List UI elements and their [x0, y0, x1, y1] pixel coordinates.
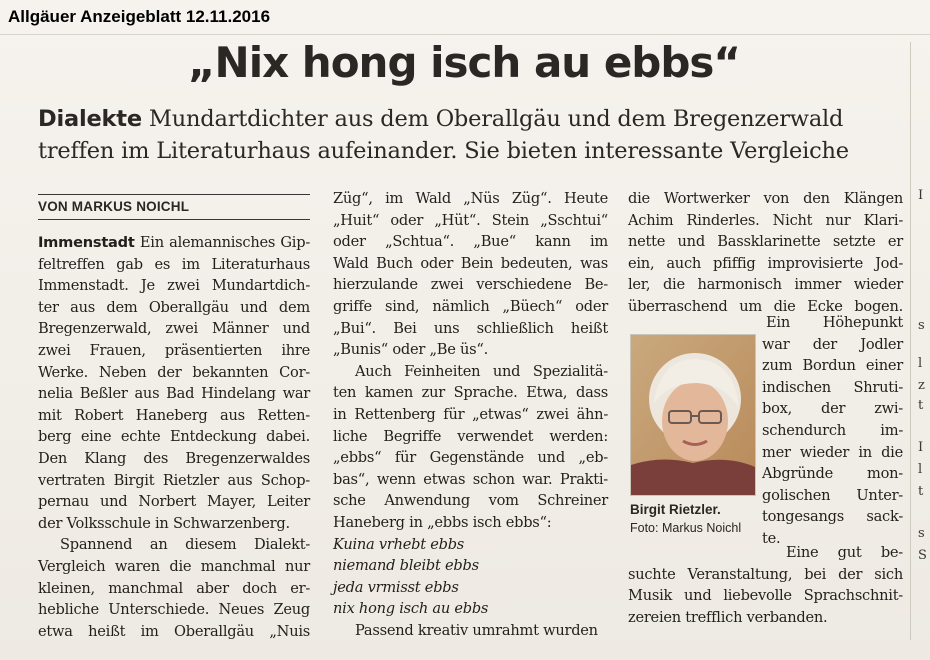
deck — [38, 103, 908, 167]
poem-line: Kuina vrhebt ebbs — [333, 535, 465, 553]
text-line: liche Begriffe verwendet werden: — [333, 427, 608, 445]
text-line: ter aus dem Oberallgäu und dem — [38, 298, 310, 316]
text-line: ein, auch pfiffig improvisierte Jod- — [628, 254, 903, 272]
text-line: nelia Beßler aus Bad Hindelang war — [38, 385, 310, 403]
text-line: überraschend um die Ecke bogen. — [628, 297, 903, 315]
byline: VON MARKUS NOICHL — [38, 199, 190, 214]
poem-line: nix hong isch au ebbs — [333, 600, 489, 618]
portrait-photo — [630, 334, 756, 496]
text-line: berg eine echte Entdeckung dabei. — [38, 428, 310, 446]
column-3-end — [628, 542, 903, 628]
text-line: war der Jodler — [762, 335, 903, 353]
text-line: nette und Bassklarinette setzte er — [628, 233, 903, 251]
edge-letter: I — [918, 440, 924, 455]
text-line: zwei Frauen, präsentierten ihre — [38, 341, 310, 359]
text-line: mit Robert Haneberg aus Retten- — [38, 406, 310, 424]
text-line: suchte Veranstaltung, bei der sich — [628, 565, 903, 583]
text-line: oder „Schtua“. „Bue“ kann im — [333, 233, 608, 251]
text-line: vertraten Birgit Rietzler aus Schop- — [38, 471, 310, 489]
text-line: „Bui“. Bei uns schließlich heißt — [333, 319, 608, 337]
text-line: Bregenzerwald, zwei Männer und — [38, 320, 310, 338]
byline-rule-top — [38, 194, 310, 195]
caption-name: Birgit Rietzler. — [630, 502, 721, 517]
edge-letter: t — [918, 398, 924, 413]
text-line: ler, die harmonisch immer wieder — [628, 276, 903, 294]
edge-letter: l — [918, 462, 923, 477]
text-line: Musik und liebevolle Sprachschnit- — [628, 587, 903, 605]
text-line: feltreffen gab es im Literaturhaus — [38, 255, 310, 273]
text-line: ten kamen zur Sprache. Etwa, dass — [333, 384, 608, 402]
portrait-image — [631, 335, 755, 495]
text-line: Züg“, im Wald „Nüs Züg“. Heute — [333, 190, 608, 207]
dateline: Immenstadt — [38, 234, 135, 251]
text-line: „Bunis“ oder „Be üs“. — [333, 341, 489, 359]
text-line: tongesangs sack- — [762, 508, 903, 526]
text-line: golischen Unter- — [762, 486, 903, 504]
text-line: griffe sind, nämlich „Büech“ oder — [333, 297, 608, 315]
edge-letter: s — [918, 318, 925, 333]
text-line: zereien trefflich verbanden. — [628, 608, 828, 626]
text-line: Den Klang des Bregenzerwaldes — [38, 449, 310, 467]
text-line: bas“, wenn etwas schon war. Prakti- — [333, 470, 608, 488]
text-line: Abgründe mon- — [762, 465, 903, 483]
text-line: hierzulande zwei verschiedene Be- — [333, 276, 608, 294]
photo-caption — [630, 502, 741, 535]
text-line: in Rettenberg für „etwas“ zwei ähn- — [333, 405, 608, 423]
caption-credit: Foto: Markus Noichl — [630, 521, 742, 535]
column-divider — [910, 42, 911, 640]
column-3-side-text — [762, 312, 903, 550]
text-line: die Wortwerker von den Klängen — [628, 190, 903, 207]
column-3 — [628, 188, 903, 318]
text-line: Immenstadt Ein alemannisches Gip- — [38, 234, 310, 251]
text-line: „ebbs“ für Gegenstände und „eb- — [333, 449, 608, 467]
text-line: Wald Buch oder Bein bedeuten, was — [333, 254, 608, 272]
deck-text: Mundartdichter aus dem Oberallgäu und dem Bregenzerwald treffen im Literaturhaus aufeinander. Sie bieten interessante Vergleiche — [38, 106, 849, 164]
text-line: Haneberg in „ebbs isch ebbs“: — [333, 513, 552, 531]
text-line: Vergleich waren die manchmal nur — [38, 557, 310, 575]
text-line: box, der zwi- — [762, 400, 903, 418]
edge-letter: S — [918, 548, 927, 563]
deck-kicker: Dialekte — [38, 106, 142, 132]
byline-rule-bottom — [38, 219, 310, 220]
text-line: der Volksschule in Schwarzenberg. — [38, 514, 290, 532]
text-line: Achim Rinderles. Nicht nur Klari- — [628, 211, 903, 229]
text-line: Passend kreativ umrahmt wurden — [355, 621, 598, 639]
edge-letter: z — [918, 378, 925, 393]
text-line: kleinen, manchmal aber doch er- — [38, 579, 310, 597]
column-2 — [333, 188, 608, 641]
text-line: te. — [762, 529, 781, 547]
text-line: indischen Shruti- — [762, 378, 903, 396]
text-line: Werke. Neben der bekannten Cor- — [38, 363, 310, 381]
edge-letter: s — [918, 526, 925, 541]
text-line: zum Bordun einer — [762, 357, 903, 375]
edge-letter: t — [918, 484, 924, 499]
text-line: pernau und Norbert Mayer, Leiter — [38, 493, 310, 511]
edge-letter: l — [918, 356, 923, 371]
text-line: Spannend an diesem Dialekt- — [60, 536, 310, 554]
top-rule — [0, 34, 930, 35]
text-line: „Huit“ oder „Hüt“. Stein „Sschtui“ — [333, 211, 608, 229]
text-line: schendurch im- — [762, 421, 903, 439]
source-line: Allgäuer Anzeigeblatt 12.11.2016 — [8, 7, 271, 26]
poem-line: niemand bleibt ebbs — [333, 557, 479, 575]
poem-line: jeda vrmisst ebbs — [333, 578, 459, 596]
text-line: hebliche Unterschiede. Neues Zeug — [38, 601, 310, 619]
text-line: mer wieder in die — [762, 443, 903, 461]
column-1 — [38, 232, 310, 642]
headline: „Nix hong isch au ebbs“ — [187, 38, 741, 87]
text-line: etwa heißt im Oberallgäu „Nuis — [38, 622, 310, 640]
text-line: Immenstadt. Je zwei Mundartdich- — [38, 277, 310, 295]
text-line: sche Anwendung vom Schreiner — [333, 492, 608, 510]
edge-letter: I — [918, 188, 924, 203]
text-line: Eine gut be- — [786, 544, 903, 561]
text-line: Auch Feinheiten und Spezialitä- — [355, 362, 608, 380]
text-line: Ein Höhepunkt — [766, 314, 903, 331]
